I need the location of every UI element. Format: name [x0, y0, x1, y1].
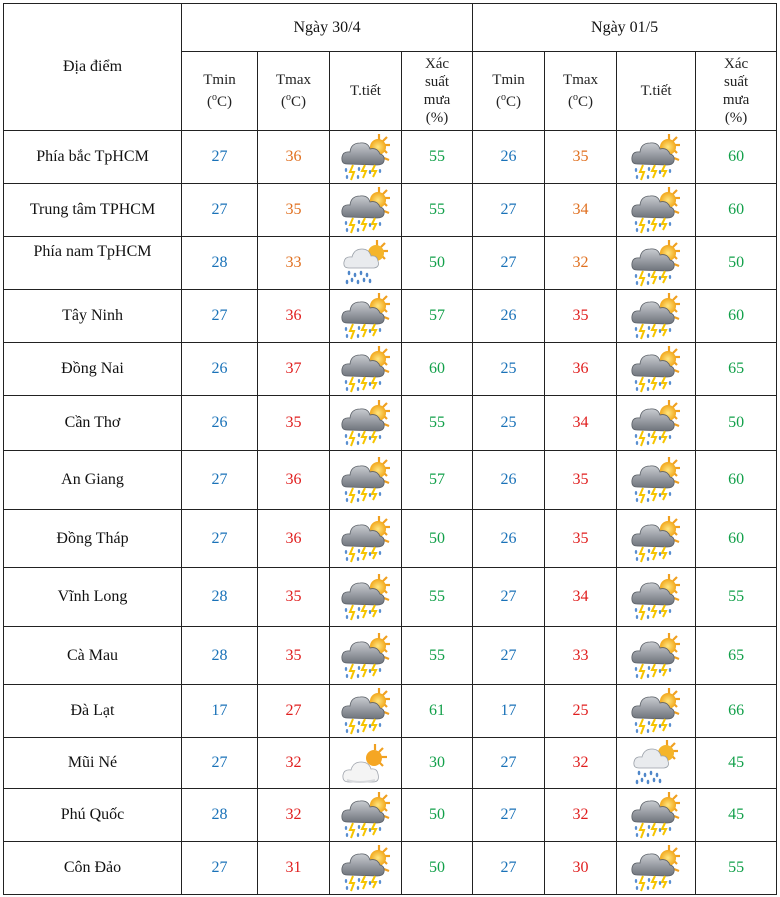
weather-header: T.tiết	[330, 52, 402, 131]
tmax-cell: 32	[258, 738, 330, 789]
tmin-cell: 26	[473, 451, 545, 510]
location-cell: Vĩnh Long	[4, 568, 182, 627]
thunderstorm-sun-icon	[617, 843, 695, 893]
rain-probability-cell: 60	[696, 131, 777, 184]
tmax-cell: 33	[545, 627, 617, 685]
table-row	[4, 685, 777, 738]
tmin-header: Tmin ($^o$C)	[473, 52, 545, 131]
tmin-cell: 17	[182, 685, 258, 738]
rain-probability-cell: 50	[696, 237, 777, 290]
tmin-cell: 27	[473, 627, 545, 685]
rain-probability-cell: 60	[696, 451, 777, 510]
table-row	[4, 789, 777, 842]
tmax-cell: 36	[258, 510, 330, 568]
weather-icon-cell	[330, 343, 402, 396]
tmin-cell: 26	[182, 343, 258, 396]
rain-probability-cell: 50	[402, 789, 473, 842]
table-row	[4, 184, 777, 237]
weather-icon-cell	[617, 237, 696, 290]
tmax-cell: 35	[258, 568, 330, 627]
rain-probability-cell: 65	[696, 627, 777, 685]
tmax-cell: 35	[258, 627, 330, 685]
rain-probability-cell: 57	[402, 290, 473, 343]
tmax-cell: 32	[545, 738, 617, 789]
table-row	[4, 290, 777, 343]
thunderstorm-sun-icon	[330, 455, 401, 505]
tmax-header: Tmax ($^o$C)	[545, 52, 617, 131]
tmax-cell: 34	[545, 396, 617, 451]
tmin-cell: 27	[182, 184, 258, 237]
weather-icon-cell	[617, 738, 696, 789]
weather-icon-cell	[330, 789, 402, 842]
rain-probability-cell: 55	[402, 184, 473, 237]
rain-probability-cell: 50	[402, 842, 473, 895]
thunderstorm-sun-icon	[617, 185, 695, 235]
showers-sun-icon	[617, 738, 695, 788]
tmax-cell: 35	[545, 510, 617, 568]
tmin-cell: 28	[182, 237, 258, 290]
weather-icon-cell	[617, 685, 696, 738]
rain-probability-cell: 61	[402, 685, 473, 738]
location-cell: Phú Quốc	[4, 789, 182, 842]
thunderstorm-sun-icon	[617, 686, 695, 736]
location-cell: Phía bắc TpHCM	[4, 131, 182, 184]
weather-icon-cell	[617, 290, 696, 343]
thunderstorm-sun-icon	[617, 790, 695, 840]
tmin-cell: 27	[182, 510, 258, 568]
forecast-rows	[4, 131, 777, 895]
weather-icon-cell	[617, 789, 696, 842]
tmax-cell: 32	[545, 789, 617, 842]
table-row	[4, 451, 777, 510]
tmin-cell: 27	[473, 237, 545, 290]
tmin-cell: 27	[473, 738, 545, 789]
weather-icon-cell	[330, 131, 402, 184]
thunderstorm-sun-icon	[330, 398, 401, 448]
tmax-cell: 36	[258, 131, 330, 184]
weather-icon-cell	[330, 290, 402, 343]
thunderstorm-sun-icon	[617, 514, 695, 564]
location-cell: Đồng Nai	[4, 343, 182, 396]
rain-probability-cell: 30	[402, 738, 473, 789]
tmin-cell: 27	[473, 184, 545, 237]
tmin-cell: 27	[473, 568, 545, 627]
location-cell: Phía nam TpHCM	[4, 237, 182, 290]
thunderstorm-sun-icon	[330, 132, 401, 182]
rain-probability-cell: 60	[696, 290, 777, 343]
location-cell: Mũi Né	[4, 738, 182, 789]
rain-probability-cell: 50	[402, 510, 473, 568]
tmin-cell: 27	[182, 131, 258, 184]
weather-icon-cell	[330, 685, 402, 738]
tmax-header: Tmax ($^o$C)	[258, 52, 330, 131]
thunderstorm-sun-icon	[617, 132, 695, 182]
rain-probability-cell: 50	[402, 237, 473, 290]
rain-probability-cell: 57	[402, 451, 473, 510]
tmin-cell: 26	[473, 131, 545, 184]
tmin-cell: 26	[473, 510, 545, 568]
tmin-cell: 27	[473, 842, 545, 895]
table-row	[4, 237, 777, 290]
thunderstorm-sun-icon	[330, 631, 401, 681]
location-cell: Tây Ninh	[4, 290, 182, 343]
weather-icon-cell	[330, 184, 402, 237]
weather-icon-cell	[617, 131, 696, 184]
rain-probability-cell: 60	[696, 510, 777, 568]
rain-probability-header: Xác suất mưa (%)	[696, 52, 777, 131]
weather-header: T.tiết	[617, 52, 696, 131]
table-row	[4, 738, 777, 789]
rain-probability-cell: 60	[696, 184, 777, 237]
rain-probability-cell: 55	[402, 131, 473, 184]
rain-probability-cell: 55	[696, 842, 777, 895]
table-row	[4, 131, 777, 184]
table-row	[4, 343, 777, 396]
table-row	[4, 842, 777, 895]
rain-probability-cell: 55	[402, 568, 473, 627]
thunderstorm-sun-icon	[617, 572, 695, 622]
weather-icon-cell	[617, 396, 696, 451]
tmax-cell: 35	[545, 451, 617, 510]
location-cell: Đà Lạt	[4, 685, 182, 738]
tmax-cell: 25	[545, 685, 617, 738]
tmax-cell: 35	[258, 396, 330, 451]
tmax-cell: 36	[258, 290, 330, 343]
tmin-cell: 27	[182, 290, 258, 343]
thunderstorm-sun-icon	[330, 514, 401, 564]
tmax-cell: 30	[545, 842, 617, 895]
weather-icon-cell	[617, 568, 696, 627]
rain-probability-cell: 66	[696, 685, 777, 738]
location-column-header: Địa điểm	[4, 4, 182, 131]
thunderstorm-sun-icon	[617, 291, 695, 341]
thunderstorm-sun-icon	[330, 572, 401, 622]
cloud-sun-icon	[330, 738, 401, 788]
location-cell: Cần Thơ	[4, 396, 182, 451]
tmin-cell: 27	[473, 789, 545, 842]
tmin-cell: 28	[182, 627, 258, 685]
thunderstorm-sun-icon	[617, 344, 695, 394]
thunderstorm-sun-icon	[617, 455, 695, 505]
weather-icon-cell	[330, 568, 402, 627]
tmin-cell: 27	[182, 738, 258, 789]
weather-icon-cell	[330, 237, 402, 290]
table-row	[4, 568, 777, 627]
rain-probability-cell: 55	[402, 396, 473, 451]
rain-probability-cell: 55	[402, 627, 473, 685]
tmin-cell: 26	[473, 290, 545, 343]
weather-icon-cell	[617, 451, 696, 510]
rain-probability-cell: 50	[696, 396, 777, 451]
thunderstorm-sun-icon	[330, 843, 401, 893]
location-cell: Đồng Tháp	[4, 510, 182, 568]
weather-icon-cell	[330, 396, 402, 451]
tmax-cell: 34	[545, 184, 617, 237]
tmax-cell: 27	[258, 685, 330, 738]
location-cell: An Giang	[4, 451, 182, 510]
day-header-row	[4, 4, 777, 52]
location-cell: Cà Mau	[4, 627, 182, 685]
tmin-cell: 25	[473, 396, 545, 451]
table-row	[4, 396, 777, 451]
tmax-cell: 35	[545, 131, 617, 184]
tmin-cell: 27	[182, 451, 258, 510]
weather-icon-cell	[330, 451, 402, 510]
thunderstorm-sun-icon	[330, 344, 401, 394]
rain-probability-header: Xác suất mưa (%)	[402, 52, 473, 131]
tmax-cell: 36	[545, 343, 617, 396]
tmin-cell: 25	[473, 343, 545, 396]
rain-probability-cell: 60	[402, 343, 473, 396]
table-row	[4, 627, 777, 685]
weather-forecast-table	[3, 3, 777, 895]
day-header-2: Ngày 01/5	[473, 4, 777, 52]
thunderstorm-sun-icon	[617, 238, 695, 288]
weather-icon-cell	[617, 510, 696, 568]
rain-probability-cell: 45	[696, 789, 777, 842]
weather-icon-cell	[617, 627, 696, 685]
rain-probability-cell: 65	[696, 343, 777, 396]
tmin-cell: 28	[182, 789, 258, 842]
day-header-1: Ngày 30/4	[182, 4, 473, 52]
weather-icon-cell	[617, 184, 696, 237]
tmin-cell: 17	[473, 685, 545, 738]
weather-icon-cell	[330, 842, 402, 895]
tmax-cell: 35	[545, 290, 617, 343]
weather-icon-cell	[330, 738, 402, 789]
tmin-header: Tmin ($^o$C)	[182, 52, 258, 131]
weather-icon-cell	[330, 627, 402, 685]
weather-icon-cell	[617, 842, 696, 895]
weather-icon-cell	[617, 343, 696, 396]
tmin-cell: 27	[182, 842, 258, 895]
thunderstorm-sun-icon	[330, 185, 401, 235]
table-row	[4, 510, 777, 568]
rain-probability-cell: 55	[696, 568, 777, 627]
tmax-cell: 35	[258, 184, 330, 237]
location-cell: Côn Đảo	[4, 842, 182, 895]
tmax-cell: 32	[545, 237, 617, 290]
tmin-cell: 26	[182, 396, 258, 451]
tmax-cell: 32	[258, 789, 330, 842]
thunderstorm-sun-icon	[617, 398, 695, 448]
tmax-cell: 31	[258, 842, 330, 895]
thunderstorm-sun-icon	[617, 631, 695, 681]
tmax-cell: 36	[258, 451, 330, 510]
location-cell: Trung tâm TPHCM	[4, 184, 182, 237]
weather-icon-cell	[330, 510, 402, 568]
thunderstorm-sun-icon	[330, 686, 401, 736]
thunderstorm-sun-icon	[330, 291, 401, 341]
tmin-cell: 28	[182, 568, 258, 627]
showers-sun-icon	[330, 238, 401, 288]
tmax-cell: 34	[545, 568, 617, 627]
tmax-cell: 37	[258, 343, 330, 396]
rain-probability-cell: 45	[696, 738, 777, 789]
tmax-cell: 33	[258, 237, 330, 290]
thunderstorm-sun-icon	[330, 790, 401, 840]
